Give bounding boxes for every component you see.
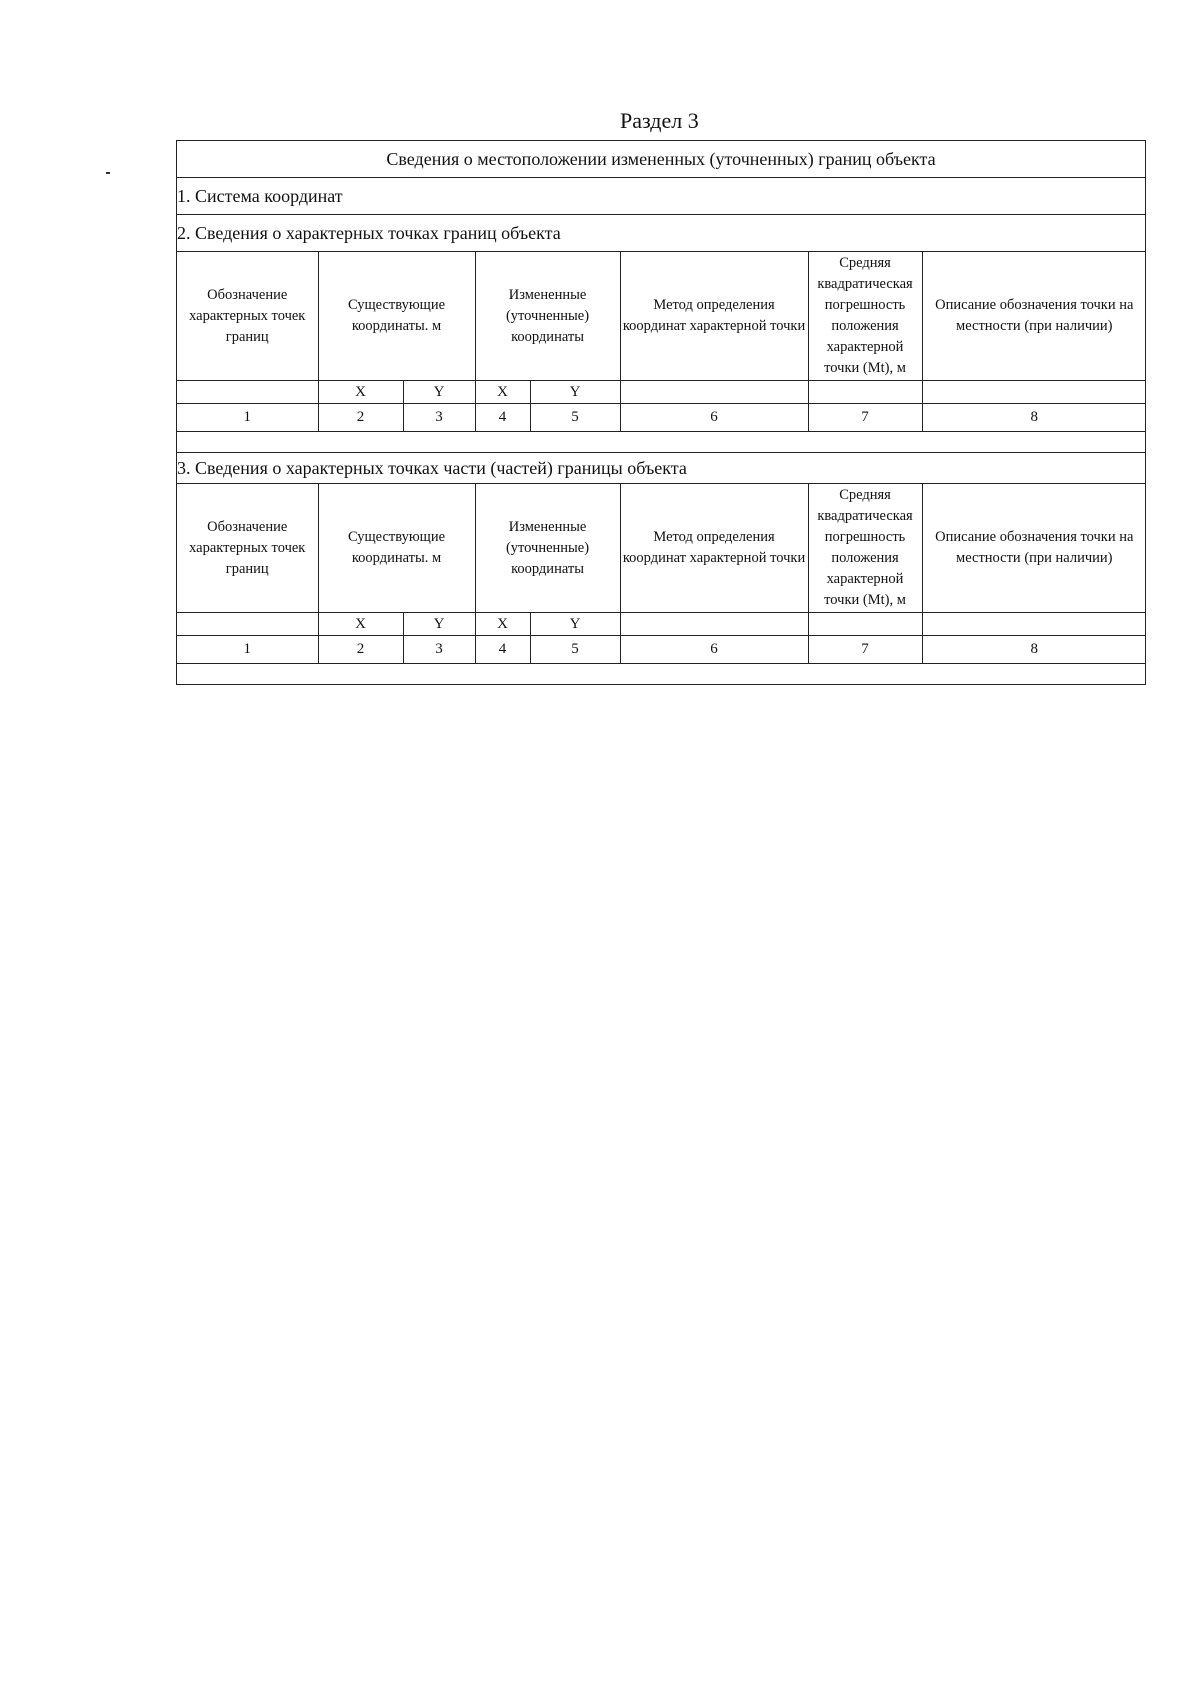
empty-cell [620, 613, 808, 636]
axis-label: X [318, 613, 403, 636]
main-heading: Сведения о местоположении измененных (уточненных) границ объекта [177, 141, 1146, 178]
header-existing-coordinates: Существующие координаты. м [318, 484, 475, 613]
column-number: 4 [475, 404, 530, 432]
header-method: Метод определения координат характерной точки [620, 484, 808, 613]
column-number: 7 [808, 636, 922, 664]
column-number: 7 [808, 404, 922, 432]
part-boundary-points-table-cell [177, 484, 1146, 664]
axis-label: X [475, 613, 530, 636]
empty-data-row [177, 664, 1146, 685]
column-number: 6 [620, 636, 808, 664]
header-description: Описание обозначения точки на местности (при наличии) [922, 252, 1146, 381]
axis-label: Y [403, 613, 475, 636]
empty-cell [177, 613, 318, 636]
column-number: 5 [530, 636, 620, 664]
section-title: Раздел 3 [620, 108, 699, 133]
empty-cell [922, 613, 1146, 636]
subsection-boundary-points: 2. Сведения о характерных точках границ объекта [177, 215, 1146, 252]
boundary-points-table-cell [177, 252, 1146, 432]
column-number: 8 [922, 404, 1146, 432]
axis-label: Y [403, 381, 475, 404]
empty-cell [922, 381, 1146, 404]
axis-label: Y [530, 613, 620, 636]
column-number: 3 [403, 404, 475, 432]
subsection-coordinate-system: 1. Система координат [177, 178, 1146, 215]
header-designation: Обозначение характерных точек границ [177, 484, 318, 613]
column-number: 1 [177, 404, 318, 432]
header-designation: Обозначение характерных точек границ [177, 252, 318, 381]
header-accuracy: Средняя квадратическая погрешность положения характерной точки (Mt), м [808, 252, 922, 381]
header-description: Описание обозначения точки на местности (при наличии) [922, 484, 1146, 613]
column-number: 1 [177, 636, 318, 664]
empty-cell [177, 381, 318, 404]
column-number: 4 [475, 636, 530, 664]
subsection-part-boundary-points: 3. Сведения о характерных точках части (частей) границы объекта [177, 453, 1146, 484]
empty-data-row [177, 432, 1146, 453]
header-method: Метод определения координат характерной точки [620, 252, 808, 381]
header-changed-coordinates: Измененные (уточненные) координаты [475, 252, 620, 381]
header-existing-coordinates: Существующие координаты. м [318, 252, 475, 381]
column-number: 2 [318, 636, 403, 664]
axis-label: X [475, 381, 530, 404]
section-3-form [176, 140, 1146, 685]
empty-cell [808, 613, 922, 636]
axis-label: Y [530, 381, 620, 404]
column-number: 8 [922, 636, 1146, 664]
header-changed-coordinates: Измененные (уточненные) координаты [475, 484, 620, 613]
column-number: 6 [620, 404, 808, 432]
boundary-points-table [177, 252, 1146, 431]
header-accuracy: Средняя квадратическая погрешность положения характерной точки (Mt), м [808, 484, 922, 613]
empty-cell [808, 381, 922, 404]
column-number: 2 [318, 404, 403, 432]
axis-label: X [318, 381, 403, 404]
empty-cell [620, 381, 808, 404]
column-number: 3 [403, 636, 475, 664]
stray-mark [106, 172, 110, 174]
part-boundary-points-table [177, 484, 1146, 663]
column-number: 5 [530, 404, 620, 432]
